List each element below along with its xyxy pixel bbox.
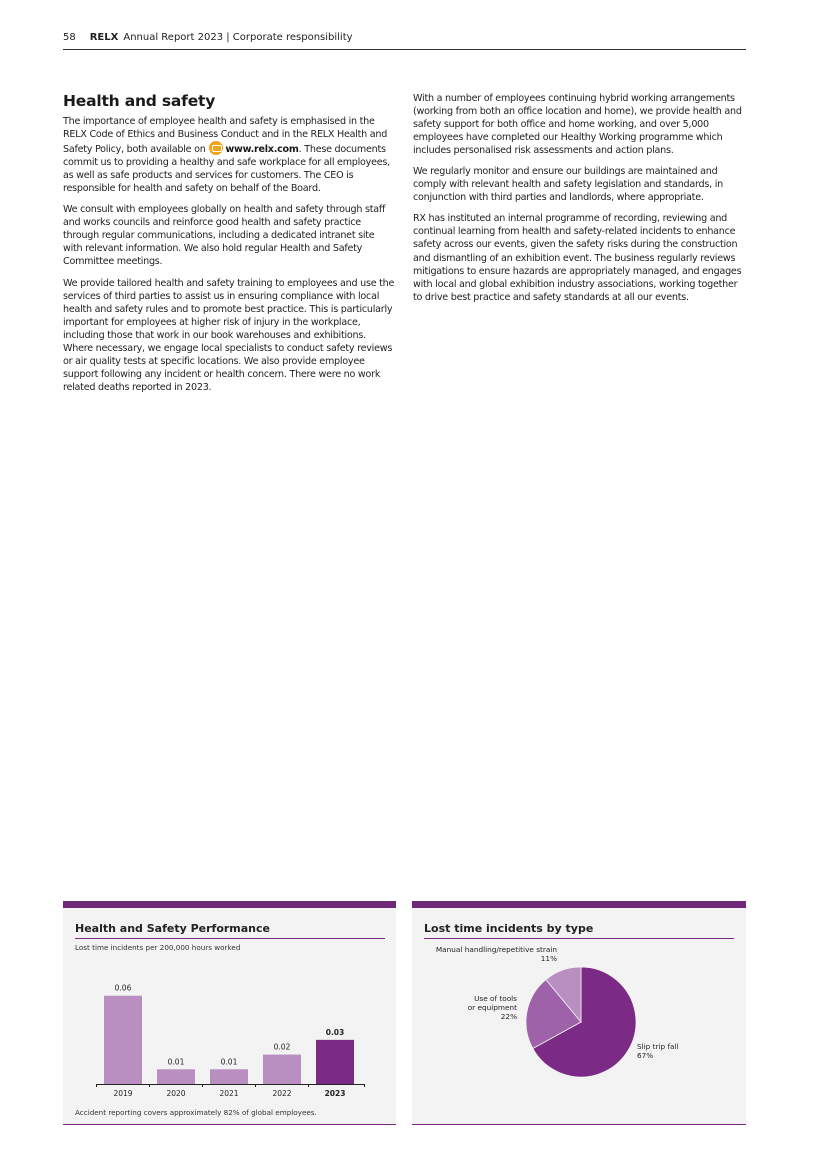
bar-2022	[263, 1055, 301, 1084]
pie-label-manual-handling: Manual handling/repetitive strain	[435, 945, 557, 954]
bar-chart-footnote: Accident reporting covers approximately 82% of global employees.	[75, 1108, 317, 1117]
paragraph-rx: RX has instituted an internal programme of recording, reviewing and continual learning from health and safety-related incidents to enhance safety across our events, given the safety risks during the construction and dismantling of an exhibition event. The business regularly reviews mitigations to ensure hazards are appropriately managed, and engages with local and global exhibition industry associations, working together to drive best practice and safety standards at all our events.	[413, 213, 742, 303]
bar-2020	[157, 1069, 195, 1084]
bar-chart-title: Health and Safety Performance	[75, 922, 385, 939]
bar-value-label-2023: 0.03	[325, 1027, 345, 1037]
bar-chart-subtitle: Lost time incidents per 200,000 hours worked	[75, 943, 241, 952]
page-header	[63, 32, 746, 50]
bar-2023	[316, 1040, 354, 1084]
paragraph-training: We provide tailored health and safety training to employees and use the services of third parties to assist us in ensuring compliance with local health and safety rules and to promote best practice. This is particularly important for employees at higher risk of injury in the workplace, including those that work in our book warehouses and exhibitions. Where necessary, we engage local specialists to conduct safety reviews or air quality tests at specific locations. We also provide employee support following any incident or health concern. There were no work related deaths reported in 2023.	[63, 277, 395, 393]
bar-value-label-2021: 0.01	[220, 1057, 238, 1067]
x-tick-label-2023: 2023	[324, 1089, 346, 1098]
left-column	[63, 92, 395, 402]
x-tick-label-2020: 2020	[166, 1089, 186, 1098]
x-tick-label-2022: 2022	[272, 1089, 292, 1098]
bar-chart-panel	[63, 901, 396, 1125]
bar-value-label-2020: 0.01	[167, 1057, 185, 1067]
paragraph-policy-text-a: The importance of employee health and safety is emphasised in the RELX Code of Ethics and Business Conduct and in the RELX Health and Safety Policy, both available on	[63, 116, 388, 156]
brand-name: RELX	[89, 32, 119, 43]
bar-chart	[63, 901, 396, 1125]
pie-chart-title: Lost time incidents by type	[424, 922, 734, 939]
bar-value-label-2019: 0.06	[114, 983, 132, 993]
bar-2019	[104, 996, 142, 1084]
page-number: 58	[63, 32, 76, 43]
pie-label-tools-line2: or equipment	[467, 1003, 517, 1012]
pie-chart-panel	[412, 901, 746, 1125]
paragraph-hybrid: With a number of employees continuing hybrid working arrangements (working from both an office location and home), we provide health and safety support for both office and home working, and over 5,000 employees have completed our Healthy Working programme which includes personalised risk assessments and action plans.	[413, 93, 742, 157]
bar-2021	[210, 1069, 248, 1084]
pie-label-tools-line1: Use of tools	[474, 994, 517, 1003]
paragraph-policy-text-b: . These documents commit us to providing a healthy and safe workplace for all employees, as well as safe products and services for customers. The CEO is responsible for health and safety on behalf of the Board.	[63, 144, 390, 195]
x-tick-label-2019: 2019	[113, 1089, 133, 1098]
section-heading: Health and safety	[63, 92, 216, 110]
pie-pct-manual-handling: 11%	[540, 954, 557, 963]
pie-label-slip-trip-fall: Slip trip fall	[637, 1042, 679, 1051]
paragraph-consult: We consult with employees globally on health and safety through staff and works councils and reinforce good health and safety practice through regular communications, including a dedicated intranet site with relevant information. We also hold regular Health and Safety Committee meetings.	[63, 204, 386, 268]
web-link-icon	[209, 141, 223, 155]
right-column	[413, 92, 745, 312]
x-tick-label-2021: 2021	[219, 1089, 239, 1098]
pie-chart	[412, 901, 746, 1125]
pie-pct-tools: 22%	[500, 1012, 517, 1021]
paragraph-policy	[63, 115, 395, 195]
bar-value-label-2022: 0.02	[273, 1042, 291, 1052]
paragraph-buildings: We regularly monitor and ensure our buildings are maintained and comply with relevant health and safety legislation and standards, in conjunction with third parties and landlords, where appropriate.	[413, 166, 723, 204]
header-title: Annual Report 2023 | Corporate responsibility	[123, 32, 353, 43]
relx-website-link[interactable]: www.relx.com	[225, 144, 299, 156]
pie-pct-slip-trip-fall: 67%	[637, 1051, 654, 1060]
